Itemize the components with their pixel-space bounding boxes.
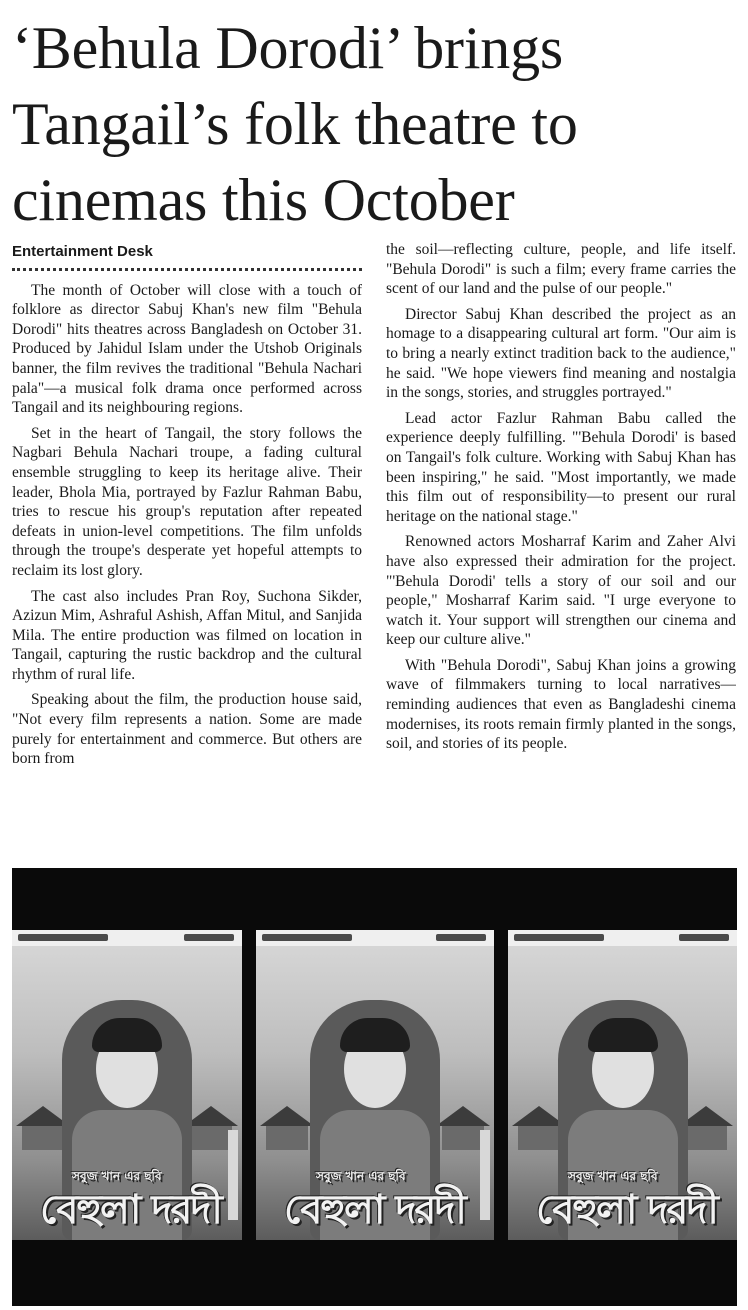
poster-credit-mark bbox=[679, 934, 729, 941]
poster-tagline: সবুজ খান এর ছবি bbox=[568, 1169, 658, 1183]
article-paragraph: The month of October will close with a touch of folklore as director Sabuj Khan's new film "Behula Dorodi" hits theatres across Bangladesh on October 31. Produced by Jahidul Islam under the Utshob Originals banner, the film revives the traditional "Behula Nachari pala"—a musical folk drama once performed across Tangail and its neighbouring regions. bbox=[12, 281, 362, 417]
poster-tagline: সবুজ খান এর ছবি bbox=[316, 1169, 406, 1183]
poster-header-strip bbox=[256, 930, 494, 946]
poster-title-art: বেহুলা দরদী bbox=[284, 1187, 465, 1233]
headline-line: cinemas this October bbox=[12, 167, 515, 233]
article-paragraph: The cast also includes Pran Roy, Suchona Sikder, Azizun Mim, Ashraful Ashish, Affan Mitul, and Sanjida Mila. The entire production was filmed on location in Tangail, capturing the rustic backdrop and the cultural rhythm of rural life. bbox=[12, 587, 362, 683]
poster-side-credit bbox=[480, 1130, 490, 1220]
poster-credit-mark bbox=[184, 934, 234, 941]
film-poster bbox=[256, 930, 494, 1240]
poster-credit-mark bbox=[436, 934, 486, 941]
article-paragraph: the soil—reflecting culture, people, and life itself. "Behula Dorodi" is such a film; every frame carries the scent of our land and the pulse of our people." bbox=[386, 241, 736, 298]
byline: Entertainment Desk bbox=[12, 242, 362, 271]
article-paragraph: Set in the heart of Tangail, the story follows the Nagbari Behula Nachari troupe, a fading cultural ensemble struggling to keep its heritage alive. Their leader, Bhola Mia, portrayed by Fazlur Rahman Babu, tries to rescue his group's reputation after repeated defeats in union-level competitions. The film unfolds through the troupe's desperate yet hopeful attempts to reclaim its lost glory. bbox=[12, 424, 362, 579]
headline-line: Tangail’s folk theatre to bbox=[12, 91, 578, 157]
headline bbox=[12, 10, 736, 238]
poster-header-strip bbox=[12, 930, 242, 946]
article-paragraph: Director Sabuj Khan described the project as an homage to a disappearing cultural art form. "Our aim is to bring a nearly extinct tradition back to the audience," he said. "We hope viewers find meaning and nostalgia in the songs, stories, and struggles portrayed." bbox=[386, 305, 736, 402]
headline-line: ‘Behula Dorodi’ brings bbox=[12, 15, 564, 81]
poster-credit-mark bbox=[514, 934, 604, 941]
film-poster bbox=[12, 930, 242, 1240]
article-paragraph: Renowned actors Mosharraf Karim and Zaher Alvi have also expressed their admiration for the project. "'Behula Dorodi' tells a story of our soil and our people," Mosharraf Karim said. "I urge everyone to watch it. Your support will strengthen our cinema and keep our culture alive." bbox=[386, 533, 736, 649]
article-paragraph: With "Behula Dorodi", Sabuj Khan joins a growing wave of filmmakers turning to local narratives—reminding audiences that even as Bangladeshi cinema modernises, its roots remain firmly planted in the songs, soil, and stories of its people. bbox=[386, 656, 736, 753]
article-column-left bbox=[12, 242, 362, 860]
poster-title-art: বেহুলা দরদী bbox=[40, 1187, 221, 1233]
poster-credit-mark bbox=[262, 934, 352, 941]
article-paragraph: Speaking about the film, the production house said, "Not every film represents a nation. Some are made purely for entertainment and commerce. But others are born from bbox=[12, 691, 362, 768]
poster-header-strip bbox=[508, 930, 737, 946]
poster-side-credit bbox=[228, 1130, 238, 1220]
article-paragraph: Lead actor Fazlur Rahman Babu called the experience deeply fulfilling. "'Behula Dorodi' is based on Tangail's folk culture. Working with Sabuj Khan has been inspiring," he said. "Most importantly, we made this film out of responsibility—to present our rural heritage on the national stage." bbox=[386, 409, 736, 525]
poster-tagline: সবুজ খান এর ছবি bbox=[72, 1169, 162, 1183]
article-column-right bbox=[386, 240, 736, 858]
poster-photo bbox=[12, 868, 737, 1306]
poster-title-art: বেহুলা দরদী bbox=[536, 1187, 717, 1233]
film-poster bbox=[508, 930, 737, 1240]
poster-credit-mark bbox=[18, 934, 108, 941]
